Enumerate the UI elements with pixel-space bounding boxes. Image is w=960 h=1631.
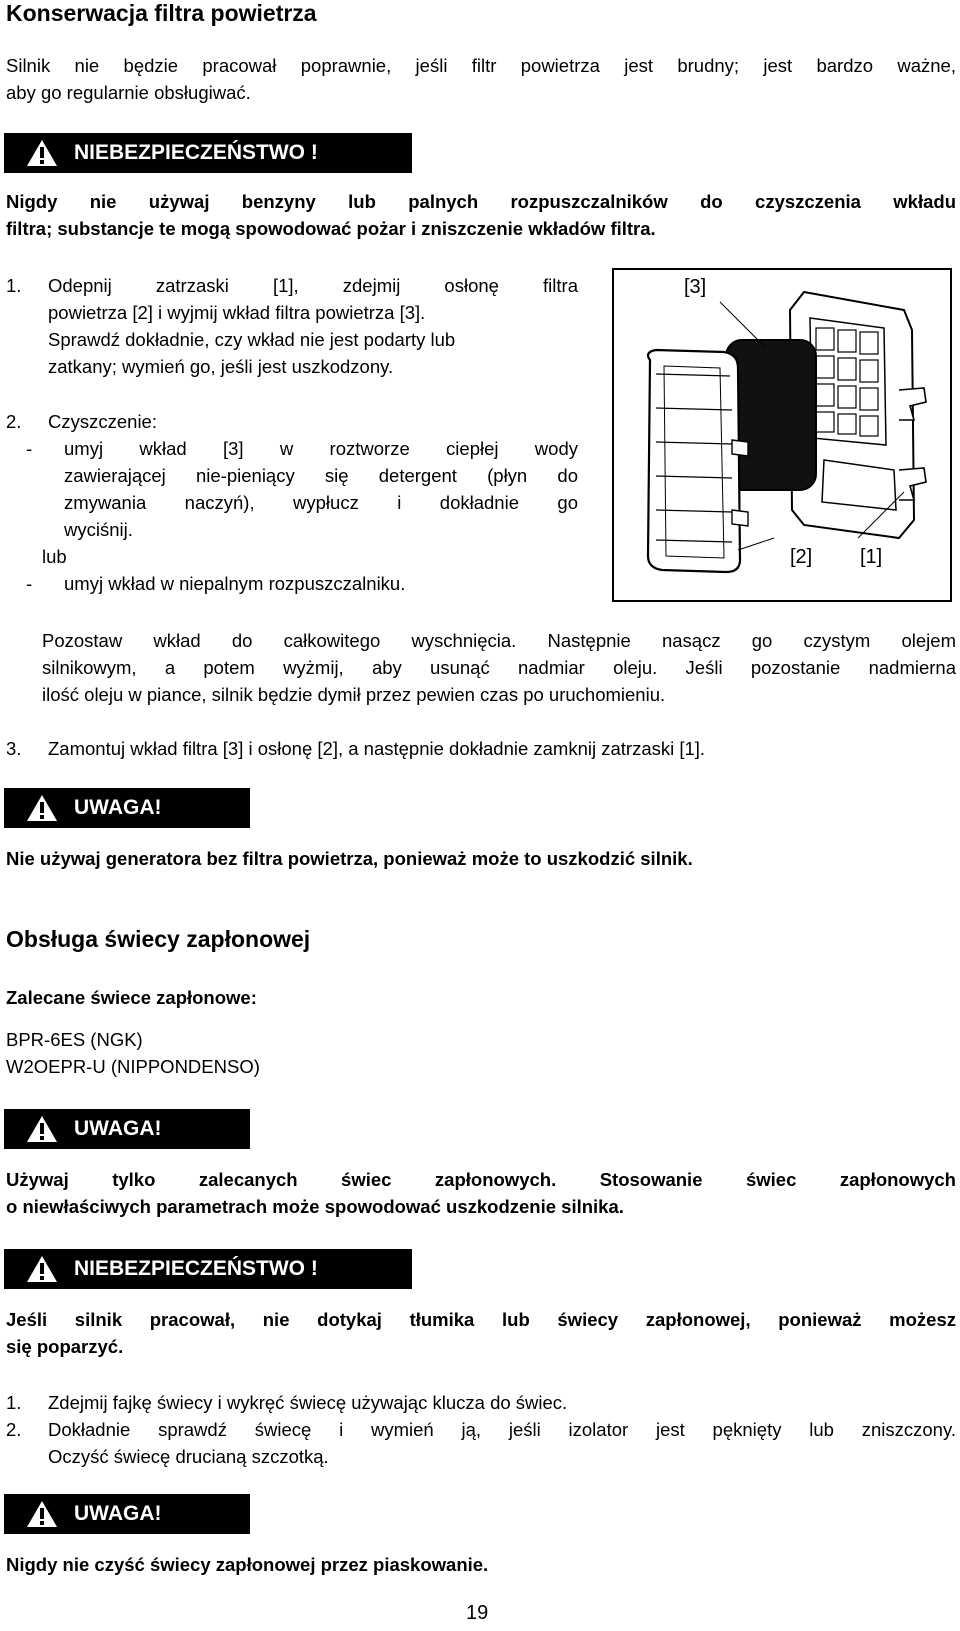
caution-banner [4, 788, 250, 828]
bullet-dash: - [26, 438, 33, 459]
step2a-line-1: umyj wkład [3] w roztworze ciepłej wody [64, 438, 578, 459]
step-number: 1. [6, 1392, 22, 1413]
danger-banner [4, 133, 412, 173]
danger-banner [4, 1249, 412, 1289]
recommended-title: Zalecane świece zapłonowe: [6, 987, 257, 1008]
caution1-line-2: o niewłaściwych parametrach może spowodować uszkodzenie silnika. [6, 1196, 624, 1217]
air-filter-figure [612, 268, 952, 602]
step2a-line-4: wyciśnij. [64, 519, 133, 540]
caution-label: UWAGA! [74, 1117, 162, 1140]
caution-banner [4, 1494, 250, 1534]
danger-text-line-1: Nigdy nie używaj benzyny lub palnych rozpuszczalników do czyszczenia wkładu [6, 191, 956, 212]
figure-label-2: [2] [790, 546, 813, 568]
warning-triangle-icon [26, 794, 58, 822]
caution1-line-1: Używaj tylko zalecanych świec zapłonowych. Stosowanie świec zapłonowych [6, 1169, 956, 1190]
dry-line-1: Pozostaw wkład do całkowitego wyschnięcia. Następnie nasącz go czystym olejem [42, 630, 956, 651]
step-number: 2. [6, 1419, 22, 1440]
step2a-line-2: zawierającej nie-pieniący się detergent (płyn do [64, 465, 578, 486]
plug-step2-line-2: Oczyść świecę drucianą szczotką. [48, 1446, 329, 1467]
step2-title: Czyszczenie: [48, 411, 157, 432]
intro-line-2: aby go regularnie obsługiwać. [6, 82, 251, 103]
step1-line-3: Sprawdź dokładnie, czy wkład nie jest podarty lub [48, 329, 456, 350]
danger-label: NIEBEZPIECZEŃSTWO ! [74, 141, 318, 164]
or-text: lub [42, 546, 67, 567]
caution-banner [4, 1109, 250, 1149]
caution2-text: Nigdy nie czyść świecy zapłonowej przez piaskowanie. [6, 1554, 489, 1575]
page-number: 19 [466, 1602, 489, 1624]
step1-line-4: zatkany; wymień go, jeśli jest uszkodzony. [48, 356, 394, 377]
figure-label-1: [1] [860, 546, 883, 568]
plug-model-2: W2OEPR-U (NIPPONDENSO) [6, 1056, 260, 1077]
section-title-air-filter: Konserwacja filtra powietrza [6, 0, 317, 26]
warning-triangle-icon [26, 139, 58, 167]
caution-label: UWAGA! [74, 1502, 162, 1525]
figure-label-3: [3] [684, 276, 707, 298]
section-title-spark-plug: Obsługa świecy zapłonowej [6, 926, 311, 952]
step1-line-2: powietrza [2] i wyjmij wkład filtra powietrza [3]. [48, 302, 426, 323]
danger-text-line-2: filtra; substancje te mogą spowodować pożar i zniszczenie wkładów filtra. [6, 218, 656, 239]
step-number: 1. [6, 275, 22, 296]
warning-triangle-icon [26, 1115, 58, 1143]
danger-label: NIEBEZPIECZEŃSTWO ! [74, 1257, 318, 1280]
intro-line-1: Silnik nie będzie pracował poprawnie, jeśli filtr powietrza jest brudny; jest bardzo ważne, [6, 55, 956, 76]
bullet-dash: - [26, 573, 33, 594]
step3-text: Zamontuj wkład filtra [3] i osłonę [2], a następnie dokładnie zamknij zatrzaski [1]. [48, 738, 706, 759]
step-number: 3. [6, 738, 22, 759]
warning-triangle-icon [26, 1500, 58, 1528]
warning-triangle-icon [26, 1255, 58, 1283]
air-filter-diagram [614, 270, 950, 600]
step1-line-1: Odepnij zatrzaski [1], zdejmij osłonę filtra [48, 275, 578, 296]
step-number: 2. [6, 411, 22, 432]
plug-step2-line-1: Dokładnie sprawdź świecę i wymień ją, jeśli izolator jest pęknięty lub zniszczony. [48, 1419, 956, 1440]
plug-step1-text: Zdejmij fajkę świecy i wykręć świecę używając klucza do świec. [48, 1392, 568, 1413]
step2b-text: umyj wkład w niepalnym rozpuszczalniku. [64, 573, 406, 594]
danger2-line-2: się poparzyć. [6, 1336, 124, 1357]
dry-line-3: ilość oleju w piance, silnik będzie dymił przez pewien czas po uruchomieniu. [42, 684, 666, 705]
dry-line-2: silnikowym, a potem wyżmij, aby usunąć nadmiar oleju. Jeśli pozostanie nadmierna [42, 657, 956, 678]
danger2-line-1: Jeśli silnik pracował, nie dotykaj tłumika lub świecy zapłonowej, ponieważ możesz [6, 1309, 956, 1330]
caution-text: Nie używaj generatora bez filtra powietrza, ponieważ może to uszkodzić silnik. [6, 848, 693, 869]
plug-model-1: BPR-6ES (NGK) [6, 1029, 143, 1050]
step2a-line-3: zmywania naczyń), wypłucz i dokładnie go [64, 492, 578, 513]
caution-label: UWAGA! [74, 796, 162, 819]
